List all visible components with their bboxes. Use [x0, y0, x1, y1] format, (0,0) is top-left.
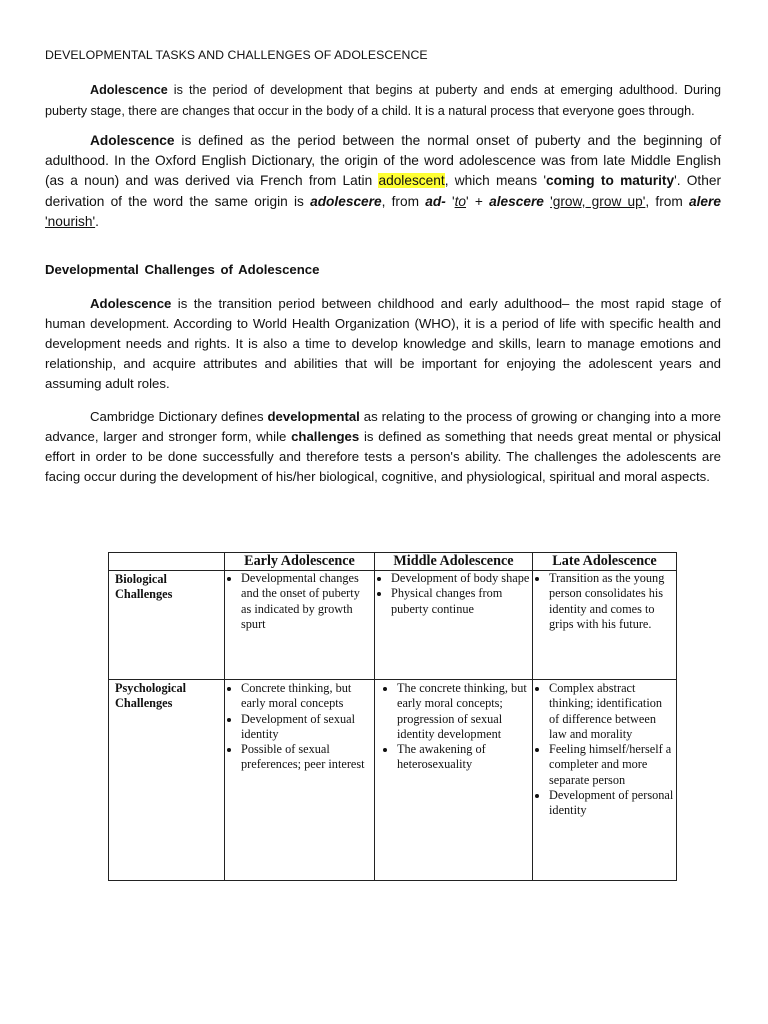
table-row	[109, 680, 677, 881]
list-item: • Possible of sexual preferences; peer interest	[241, 742, 372, 773]
row-label: Biological Challenges	[109, 571, 225, 680]
term-adolescence: Adolescence	[90, 133, 175, 148]
term-challenges: challenges	[291, 429, 360, 444]
list-item: • Transition as the young person consolidates his identity and comes to grips with his future.	[549, 571, 674, 632]
meaning-text: coming to maturity	[545, 173, 675, 189]
table-header-cell: Early Adolescence	[225, 553, 375, 571]
list-item: • Developmental changes and the onset of puberty as indicated by growth spurt	[241, 571, 372, 632]
latin-gloss: 'nourish'	[45, 213, 96, 229]
table-cell	[225, 680, 375, 881]
latin-word: alescere	[489, 193, 544, 209]
term-developmental: developmental	[267, 409, 360, 424]
latin-word: adolescere	[310, 193, 382, 209]
list-item: • Development of personal identity	[549, 788, 674, 819]
table-row	[109, 571, 677, 680]
list-item: • Development of sexual identity	[241, 712, 372, 743]
table-cell	[533, 571, 677, 680]
term-adolescence: Adolescence	[90, 83, 168, 97]
table-header-row	[109, 553, 677, 571]
highlighted-word: adolescent	[378, 173, 445, 189]
list-item: • The awakening of heterosexuality	[397, 742, 530, 773]
paragraph-definition: Adolescence is defined as the period between the normal onset of puberty and the beginning of adulthood. In the Oxford English Dictionary, the origin of the word adolescence was from late Middle English (as a noun) and was derived via French from Latin adolescent, which means 'coming to maturity'. Other derivation of the word the same origin is adolescere, from ad- 'to' + alescere 'grow, grow up', from alere 'nourish'.	[45, 133, 722, 229]
challenges-table	[108, 552, 677, 881]
document-title: DEVELOPMENTAL TASKS AND CHALLENGES OF ADOLESCENCE	[45, 48, 428, 62]
term-adolescence: Adolescence	[90, 296, 172, 311]
table-cell	[533, 680, 677, 881]
table-header-cell: Late Adolescence	[533, 553, 677, 571]
latin-gloss: 'grow, grow up'	[550, 193, 646, 209]
section-heading: Developmental Challenges of Adolescence	[45, 262, 320, 277]
paragraph-cambridge: Cambridge Dictionary defines developmental as relating to the process of growing or changing into a more advance, larger and stronger form, while challenges is defined as something that needs great mental or physical effort in order to be done successfully and therefore tests a person's ability. The challenges the adolescents are facing occur during the development of his/her biological, cognitive, and physiological, spiritual and moral aspects.	[45, 409, 721, 484]
paragraph-who: Adolescence is the transition period between childhood and early adulthood– the most rapid stage of human development. According to World Health Organization (WHO), it is a period of life with specific health and development needs and rights. It is also a time to develop knowledge and skills, learn to manage emotions and relationship, and acquire attributes and abilities that will be important for enjoying the adolescent years and assuming adult roles.	[45, 296, 721, 391]
table-header-cell	[109, 553, 225, 571]
list-item: • Development of body shape	[391, 571, 530, 586]
list-item: • Physical changes from puberty continue	[391, 586, 530, 617]
table-cell	[375, 680, 533, 881]
list-item: • Complex abstract thinking; identification of difference between law and morality	[549, 681, 674, 742]
list-item: • Feeling himself/herself a completer and more separate person	[549, 742, 674, 788]
table-header-cell: Middle Adolescence	[375, 553, 533, 571]
row-label: Psychological Challenges	[109, 680, 225, 881]
table-cell	[375, 571, 533, 680]
latin-word: ad-	[425, 193, 446, 209]
paragraph-intro: Adolescence is the period of development that begins at puberty and ends at emerging adulthood. During puberty stage, there are changes that occur in the body of a child. It is a natural process that everyone goes through.	[45, 83, 721, 118]
list-item: • Concrete thinking, but early moral concepts	[241, 681, 372, 712]
list-item: • The concrete thinking, but early moral concepts; progression of sexual identity development	[397, 681, 530, 742]
table-cell	[225, 571, 375, 680]
latin-word: alere	[689, 193, 721, 209]
latin-gloss: to	[454, 193, 467, 209]
